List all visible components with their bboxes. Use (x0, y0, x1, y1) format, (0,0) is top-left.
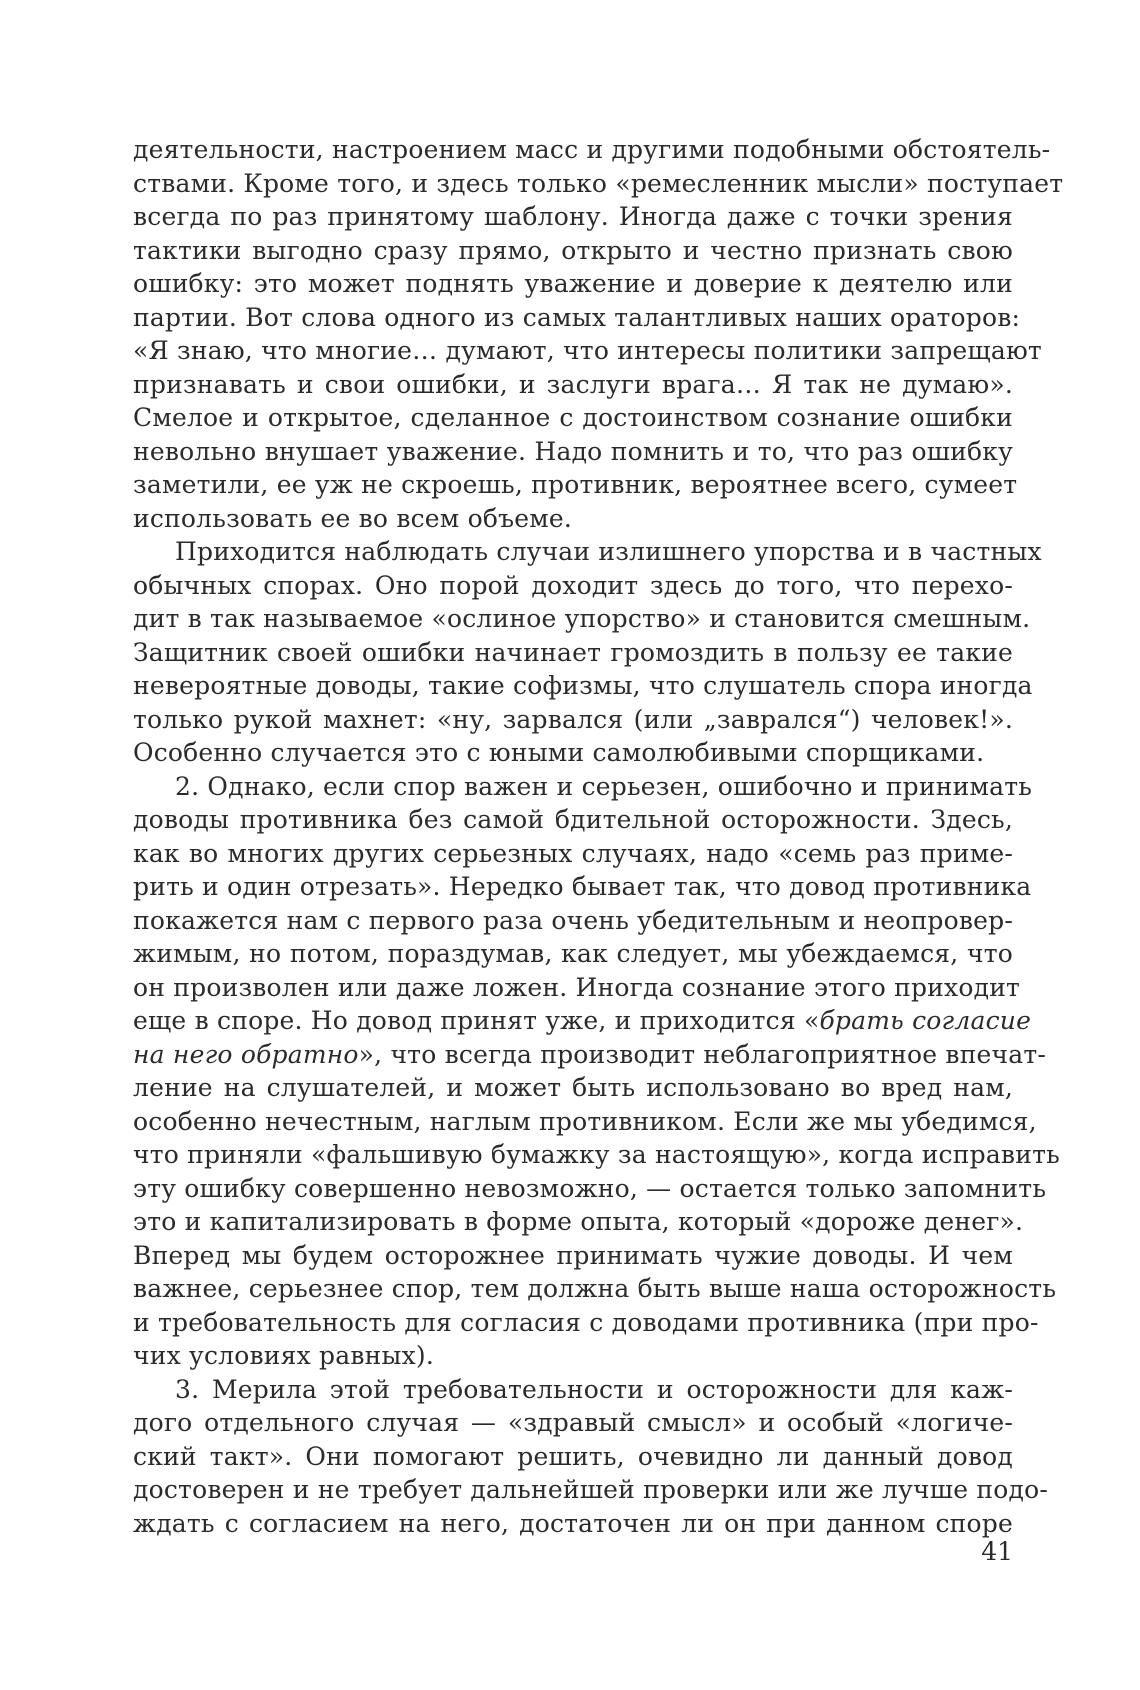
text-line: тактики выгодно сразу прямо, открыто и честно признать свою (133, 235, 1013, 265)
text-line: доводы противника без самой бдительной осторожности. Здесь, (133, 805, 1013, 834)
text-line: эту ошибку совершенно невозможно, — остается только запомнить (133, 1173, 1047, 1203)
text-line: дит в так называемое «ослиное упорство» и становится смешным. (133, 604, 1031, 633)
text-line: 2. Однако, если спор важен и серьезен, ошибочно и принимать (175, 771, 1033, 801)
page-number: 41 (981, 1537, 1013, 1566)
text-line: это и капитализировать в форме опыта, который «дороже денег». (133, 1207, 1024, 1236)
text-line: невероятные доводы, такие софизмы, что слушатель спора иногда (133, 671, 1033, 700)
text-line: партии. Вот слова одного из самых талантливых наших ораторов: (133, 302, 1021, 332)
text-segment: еще в споре. Но довод принят уже, и приходится « (133, 1006, 820, 1035)
text-line: важнее, серьезнее спор, тем должна быть выше наша осторожность (133, 1274, 1057, 1303)
text-line: ствами. Кроме того, и здесь только «ремесленник мысли» поступает (133, 168, 1064, 198)
text-line: Смелое и открытое, сделанное с достоинством сознание ошибки (133, 403, 1013, 432)
text-line: ждать с согласием на него, достаточен ли он при данном споре (133, 1508, 1013, 1538)
text-line: обычных спорах. Оно порой доходит здесь до того, что перехо- (133, 570, 1013, 600)
text-line: признавать и свои ошибки, и заслуги врага… Я так не думаю». (133, 369, 1013, 399)
text-line: он произволен или даже ложен. Иногда сознание этого приходит (133, 972, 1021, 1002)
text-line: как во многих других серьезных случаях, надо «семь раз приме- (133, 838, 1013, 868)
paragraph-3 (133, 770, 1060, 1373)
text-line: всегда по раз принятому шаблону. Иногда даже с точки зрения (133, 202, 1013, 231)
text-line: покажется нам с первого раза очень убедительным и неопровер- (133, 905, 1014, 935)
paragraph-1 (133, 133, 1064, 535)
text-segment: », что всегда производит неблагоприятное впечат- (358, 1039, 1047, 1069)
text-line: Особенно случается это с юными самолюбивыми спорщиками. (133, 738, 985, 767)
text-line: «Я знаю, что многие… думают, что интересы политики запрещают (133, 336, 1042, 365)
text-line: заметили, ее уж не скроешь, противник, вероятнее всего, сумеет (133, 470, 1018, 499)
paragraph-4 (133, 1373, 1048, 1541)
text-line: что приняли «фальшивую бумажку за настоящую», когда исправить (133, 1140, 1060, 1169)
page-body (133, 133, 1064, 1540)
text-line: 3. Мерила этой требовательности и осторожности для каж- (175, 1374, 1013, 1404)
text-line: ский такт». Они помогают решить, очевидно ли данный довод (133, 1441, 1013, 1471)
text-line (133, 1038, 1047, 1072)
paragraph-2 (133, 535, 1042, 770)
text-line: чих условиях равных). (133, 1341, 434, 1370)
text-line: Вперед мы будем осторожнее принимать чужие доводы. И чем (133, 1240, 1013, 1270)
text-line: только рукой махнет: «ну, зарвался (или „заврался“) человек!». (133, 704, 1013, 734)
text-line: ошибку: это может поднять уважение и доверие к деятелю или (133, 269, 1013, 298)
text-line: дого отдельного случая — «здравый смысл» и особый «логиче- (133, 1408, 1013, 1437)
text-line: деятельности, настроением масс и другими подобными обстоятель- (133, 135, 1051, 164)
text-line: использовать ее во всем объеме. (133, 503, 572, 533)
text-line: невольно внушает уважение. Надо помнить и то, что раз ошибку (133, 436, 1013, 466)
text-line: особенно нечестным, наглым противником. Если же мы убедимся, (133, 1106, 1037, 1136)
text-line: рить и один отрезать». Нередко бывает так, что довод противника (133, 872, 1032, 901)
italic-text: брать согласие (819, 1006, 1032, 1035)
text-line: жимым, но потом, пораздумав, как следует, мы убеждаемся, что (133, 939, 1013, 968)
italic-text: на него обратно (133, 1039, 359, 1069)
text-line (133, 1004, 1032, 1038)
text-line: Приходится наблюдать случаи излишнего упорства и в частных (175, 537, 1042, 566)
text-line: Защитник своей ошибки начинает громоздить в пользу ее такие (133, 637, 1013, 667)
text-line: и требовательность для согласия с доводами противника (при про- (133, 1307, 1039, 1337)
text-line: достоверен и не требует дальнейшей проверки или же лучше подо- (133, 1475, 1048, 1504)
text-line: ление на слушателей, и может быть использовано во вред нам, (133, 1073, 1013, 1102)
